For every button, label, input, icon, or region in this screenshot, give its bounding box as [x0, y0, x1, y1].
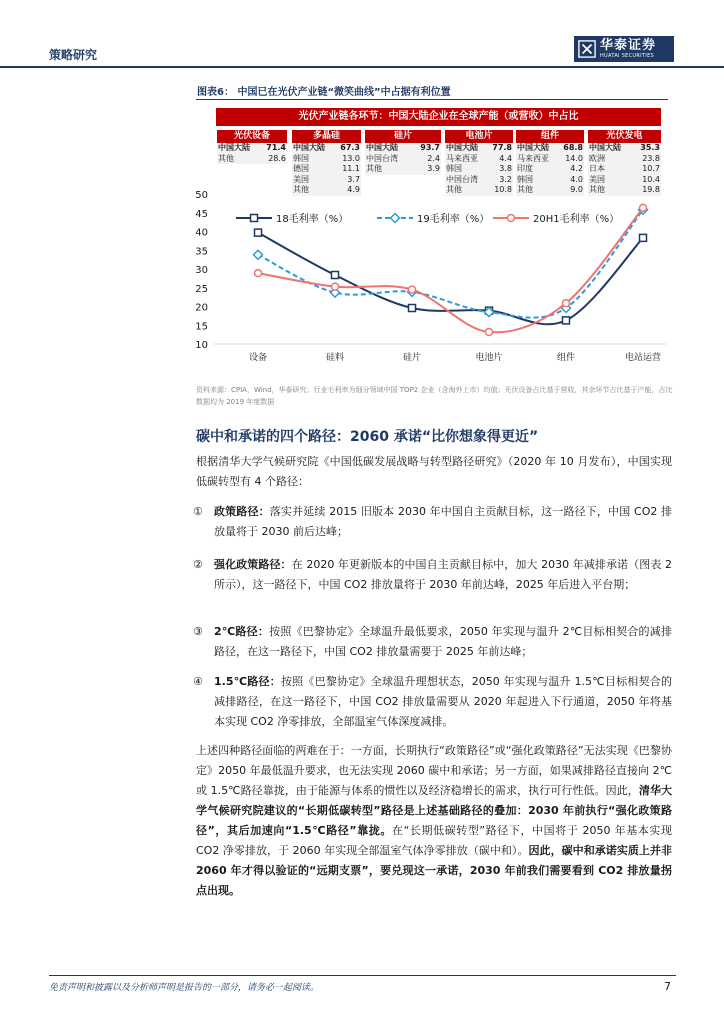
segment-header: 光伏设备 — [217, 130, 287, 143]
segment-row — [445, 154, 513, 165]
segment-row — [292, 175, 361, 186]
data-point-marker — [486, 329, 493, 336]
item-1-body: 落实并延续 2015 旧版本 2030 年中国自主贡献目标，这一路径下，中国 CO2 排放量将于 2030 前后达峰； — [214, 505, 673, 538]
segment-row-value: 3.9 — [427, 164, 440, 173]
x-tick-label: 电池片 — [475, 353, 503, 363]
segment-row-value: 93.7 — [420, 143, 440, 152]
segment-row — [516, 175, 584, 186]
x-tick-label: 硅料 — [325, 353, 345, 363]
segment-row — [445, 175, 513, 186]
segment-header: 多晶硅 — [292, 130, 361, 143]
segment-row — [445, 185, 513, 196]
item-2-lead: 强化政策路径： — [214, 558, 292, 571]
series-line — [258, 233, 643, 325]
item-3-lead: 2℃路径： — [214, 625, 270, 638]
legend-label: 19毛利率（%） — [417, 214, 490, 225]
data-point-marker — [255, 229, 262, 236]
item-4-marker: ④ — [193, 675, 203, 688]
segment-row-value: 28.6 — [268, 153, 286, 163]
item-4-lead: 1.5℃路径： — [214, 675, 281, 688]
segment-row-value: 68.8 — [563, 143, 583, 152]
segment-row — [445, 164, 513, 175]
segment-row — [365, 143, 441, 154]
figure-banner: 光伏产业链各环节：中国大陆企业在全球产能（或营收）中占比 — [216, 108, 661, 126]
segment-row-value: 13.0 — [342, 153, 360, 163]
y-tick-label: 45 — [195, 208, 208, 220]
x-tick-label: 电站运营 — [624, 353, 662, 363]
y-tick-label: 25 — [195, 283, 208, 295]
data-point-marker — [331, 288, 340, 297]
segment-row — [516, 164, 584, 175]
y-tick-label: 40 — [195, 227, 208, 239]
segment-row — [516, 143, 584, 154]
segment-row-value: 10.7 — [642, 164, 660, 173]
x-tick-label: 组件 — [556, 353, 576, 363]
data-point-marker — [640, 204, 647, 211]
data-point-marker — [640, 234, 647, 241]
segment-row-label: 韩国 — [293, 153, 309, 163]
segment-row — [516, 185, 584, 196]
segment-row — [516, 154, 584, 165]
segment-row — [365, 164, 441, 175]
figure-title: 图表6： 中国已在光伏产业链“微笑曲线”中占据有利位置 — [197, 87, 451, 98]
segment-table — [365, 130, 441, 175]
segment-row-label: 其他 — [517, 185, 533, 194]
segment-table — [217, 130, 287, 164]
segment-row-value: 3.2 — [499, 174, 512, 184]
item-3-marker: ③ — [193, 625, 203, 638]
section-title: 碳中和承诺的四个路径：2060 承诺“比你想象得更近” — [196, 429, 539, 445]
logo-name-en: HUATAI SECURITIES — [600, 53, 654, 59]
footer-disclaimer: 免责声明和披露以及分析师声明是报告的一部分，请务必一起阅读。 — [49, 983, 320, 993]
segment-row-value: 9.0 — [570, 185, 583, 194]
series-line — [258, 208, 643, 332]
data-point-marker — [255, 270, 262, 277]
legend-label: 18毛利率（%） — [276, 214, 349, 225]
segment-row-label: 中国台湾 — [446, 174, 478, 184]
item-4-body: 按照《巴黎协定》全球温升理想状态，2050 年实现与温升 1.5℃目标相契合的减排路径，在这一路径下，中国 CO2 排放量需要从 2020 年起进入下行通道，2050 年将基本实现 CO2 净零排放，全部温室气体深度减排。 — [214, 675, 672, 728]
intro-paragraph: 根据清华大学气候研究院《中国低碳发展战略与转型路径研究》（2020 年 10 月发布），中国实现低碳转型有 4 个路径： — [196, 455, 672, 488]
segment-row-label: 中国大陆 — [517, 143, 549, 152]
y-tick-label: 30 — [195, 265, 208, 276]
segment-row-value: 19.8 — [642, 185, 660, 194]
segment-row-label: 中国大陆 — [446, 143, 478, 152]
huatai-logo — [574, 36, 674, 62]
segment-row-label: 马来西亚 — [446, 153, 478, 163]
segment-row — [588, 154, 661, 165]
data-point-marker — [409, 286, 416, 293]
segment-row-value: 23.8 — [642, 153, 660, 163]
segment-row-label: 印度 — [517, 164, 533, 173]
segment-row-label: 中国大陆 — [293, 143, 325, 152]
data-point-marker — [409, 305, 416, 312]
segment-row-label: 中国大陆 — [218, 143, 250, 152]
segment-row-value: 3.8 — [499, 164, 512, 173]
y-tick-label: 20 — [195, 302, 208, 314]
segment-header: 光伏发电 — [588, 130, 661, 143]
segment-row — [445, 143, 513, 154]
segment-row — [588, 143, 661, 154]
y-tick-label: 50 — [195, 190, 208, 201]
segment-row — [588, 164, 661, 175]
logo-mark-icon — [578, 40, 596, 58]
segment-table — [588, 130, 661, 196]
segment-row-value: 71.4 — [266, 143, 286, 152]
segment-row-label: 欧洲 — [589, 153, 605, 163]
segment-row-value: 4.9 — [347, 185, 360, 194]
segment-row-label: 中国大陆 — [366, 143, 398, 152]
item-1-text — [214, 502, 672, 542]
data-point-marker — [563, 317, 570, 324]
segment-row-label: 日本 — [589, 164, 605, 173]
legend-marker — [391, 214, 400, 223]
x-tick-label: 设备 — [248, 353, 268, 363]
segment-row-label: 其他 — [218, 153, 234, 163]
segment-row — [217, 154, 287, 165]
segment-row-value: 4.4 — [499, 153, 512, 163]
item-3-body: 按照《巴黎协定》全球温升最低要求，2050 年实现与温升 2℃目标相契合的减排路径，在这一路径下，中国 CO2 排放量需要于 2025 年前达峰； — [214, 625, 672, 658]
item-1-marker: ① — [193, 505, 203, 518]
segment-row-value: 11.1 — [342, 164, 360, 173]
segment-row-value: 10.4 — [642, 174, 660, 184]
legend-label: 20H1毛利率（%） — [533, 214, 620, 225]
segment-row-value: 4.0 — [570, 174, 583, 184]
segment-row — [292, 143, 361, 154]
conclusion-paragraph — [196, 741, 672, 901]
item-2-marker: ② — [193, 558, 203, 571]
legend-marker — [508, 215, 515, 222]
conclusion-part-2: 在“长期低碳转型”路径下，中国将于 2050 年基本实现 CO2 净零排放，于 2060 年实现全部温室气体净零排放（碳中和）。 — [196, 824, 672, 857]
segment-row-label: 韩国 — [517, 174, 533, 184]
segment-row-value: 2.4 — [427, 153, 440, 163]
data-point-marker — [639, 205, 648, 214]
data-point-marker — [562, 304, 571, 313]
segment-row-label: 其他 — [446, 185, 462, 194]
item-4-text — [214, 672, 672, 732]
segment-row-value: 4.2 — [570, 164, 583, 173]
data-point-marker — [254, 250, 263, 259]
segment-row — [588, 185, 661, 196]
segment-row — [292, 154, 361, 165]
data-point-marker — [486, 307, 493, 314]
segment-row-value: 77.8 — [492, 143, 512, 152]
figure-title-divider — [196, 99, 668, 100]
y-tick-label: 35 — [195, 246, 208, 258]
conclusion-bold-2: 因此，碳中和承诺实质上并非 2060 年才得以验证的“远期支票”，要兑现这一承诺，2030 年前我们需要看到 CO2 排放量拐点出现。 — [196, 844, 673, 897]
segment-header: 组件 — [516, 130, 584, 143]
segment-row-label: 中国大陆 — [589, 143, 621, 152]
segment-row-value: 3.7 — [347, 174, 360, 184]
segment-header: 电池片 — [445, 130, 513, 143]
footer-divider — [49, 975, 676, 976]
figure-source-note: 资料来源：CPIA，Wind，华泰研究；行业毛利率为细分领域中国 TOP2 企业（含海外上市）均值；光伏设备占比基于营收，其余环节占比基于产能，占比数据均为 2019 年度数据 — [196, 386, 673, 406]
segment-row — [365, 154, 441, 165]
series-line — [258, 210, 643, 318]
segment-row-label: 韩国 — [446, 164, 462, 173]
segment-row-label: 其他 — [366, 164, 382, 173]
data-point-marker — [332, 283, 339, 290]
segment-row-value: 14.0 — [565, 153, 583, 163]
legend-marker — [251, 215, 258, 222]
segment-row — [217, 143, 287, 154]
data-point-marker — [408, 287, 417, 296]
conclusion-bold-1: 清华大学气候研究院建议的“长期低碳转型”路径是上述基础路径的叠加：2030 年前执行“强化政策路径”，其后加速向“1.5℃路径”靠拢。 — [196, 784, 673, 837]
segment-row-label: 马来西亚 — [517, 153, 549, 163]
segment-header: 硅片 — [365, 130, 441, 143]
segment-table — [292, 130, 361, 196]
segment-table — [516, 130, 584, 196]
segment-row-label: 美国 — [293, 174, 309, 184]
page-number: 7 — [664, 980, 671, 993]
segment-row — [292, 164, 361, 175]
logo-name-cn: 华泰证券 — [600, 38, 657, 53]
segment-row-label: 其他 — [589, 185, 605, 194]
conclusion-part-1: 上述四种路径面临的两难在于：一方面，长期执行“政策路径”或“强化政策路径”无法实现《巴黎协定》2050 年最低温升要求，也无法实现 2060 碳中和承诺；另一方面，如果减排路径直接向 2℃或 1.5℃路径靠拢，由于能源与体系的惯性以及经济稳增长的需求，执行可行性低。因此， — [196, 744, 672, 797]
segment-table — [445, 130, 513, 196]
data-point-marker — [332, 272, 339, 279]
segment-row-label: 中国台湾 — [366, 153, 398, 163]
y-tick-label: 10 — [195, 340, 208, 351]
item-3-text — [214, 622, 672, 662]
header-section-label: 策略研究 — [49, 48, 98, 62]
segment-row — [292, 185, 361, 196]
segment-row-label: 其他 — [293, 185, 309, 194]
segment-row — [588, 175, 661, 186]
data-point-marker — [485, 308, 494, 317]
y-tick-label: 15 — [195, 321, 208, 333]
item-2-text — [214, 555, 672, 595]
item-2-body: 在 2020 年更新版本的中国自主贡献目标中，加大 2030 年减排承诺（图表 2 所示），这一路径下，中国 CO2 排放量将于 2030 年前达峰，2025 年后进入平台期； — [214, 558, 673, 591]
item-1-lead: 政策路径： — [214, 505, 270, 518]
data-point-marker — [563, 300, 570, 307]
segment-row-value: 10.8 — [494, 185, 512, 194]
segment-row-label: 美国 — [589, 174, 605, 184]
segment-row-label: 德国 — [293, 164, 309, 173]
segment-row-value: 35.3 — [640, 143, 660, 152]
header-divider — [0, 66, 724, 68]
segment-row-value: 67.3 — [340, 143, 360, 152]
x-tick-label: 硅片 — [402, 353, 422, 363]
